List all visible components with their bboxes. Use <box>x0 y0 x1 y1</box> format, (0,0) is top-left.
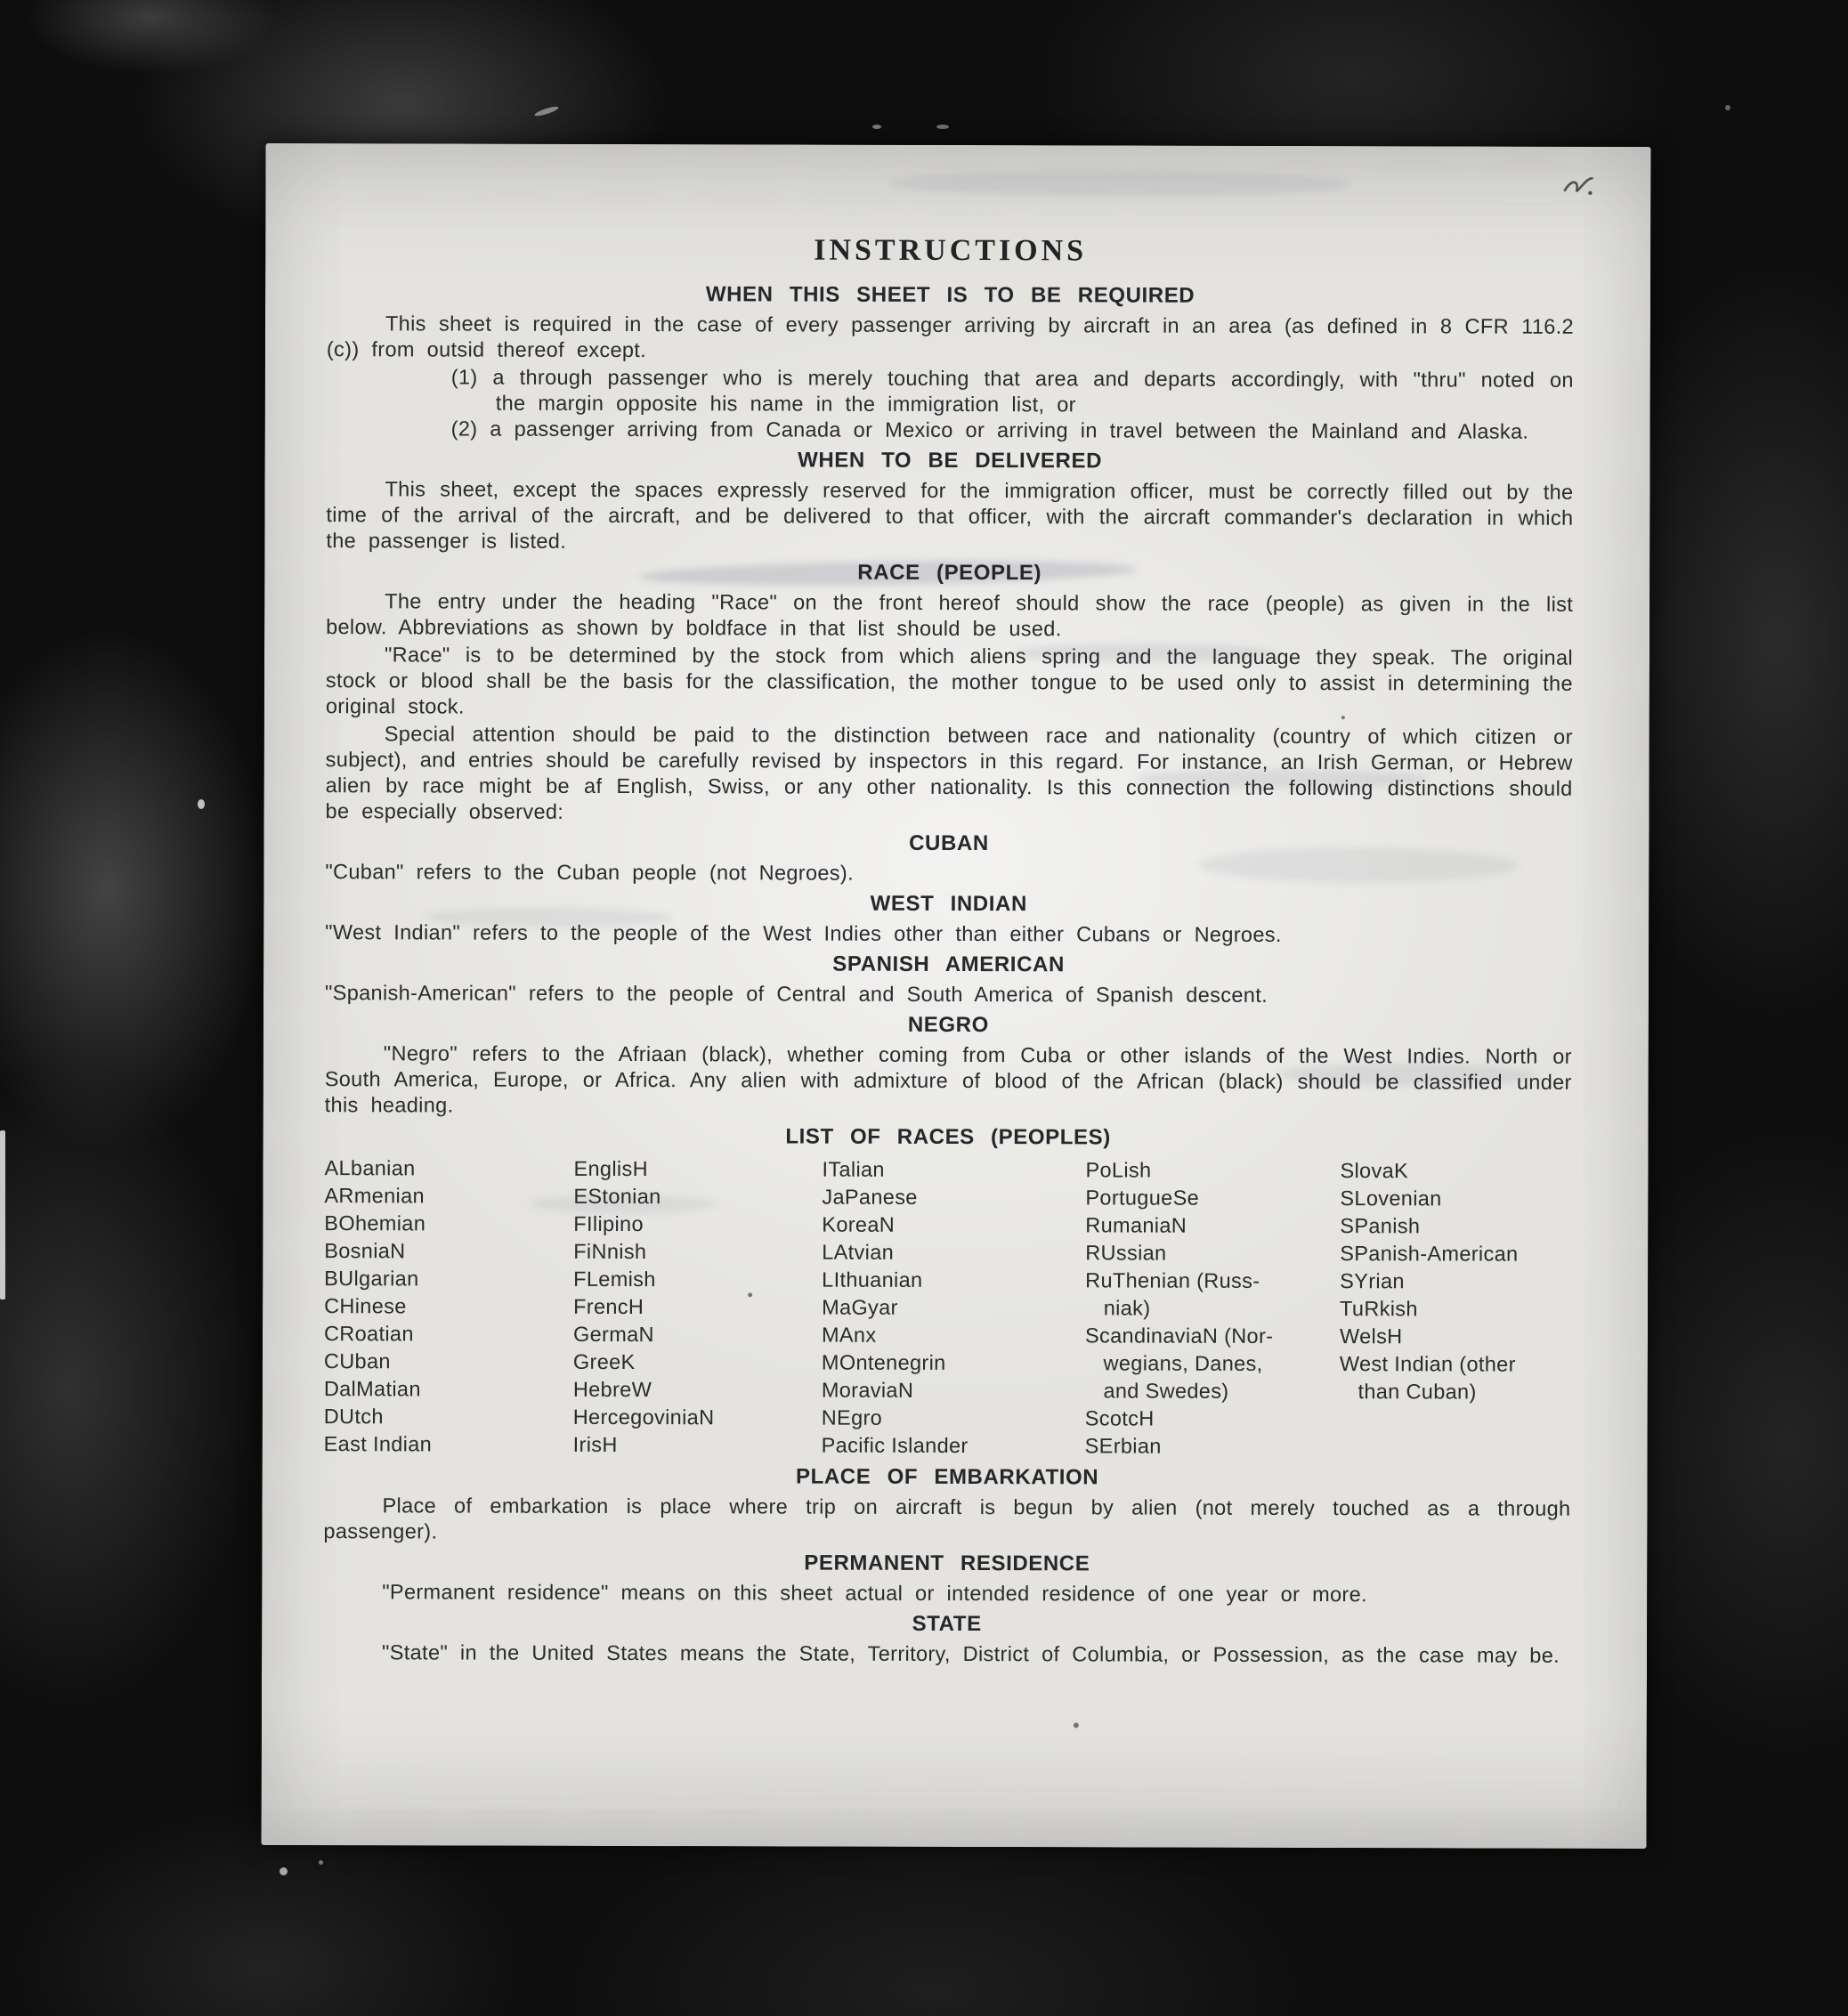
race-item: DalMatian <box>323 1377 421 1401</box>
race-item: ScotcH <box>1084 1406 1155 1430</box>
paragraph-residence: "Permanent residence" means on this sheet actual or intended residence of one year or more. <box>382 1580 1367 1607</box>
race-item: FIlipino <box>573 1211 644 1236</box>
race-item: and Swedes) <box>1084 1379 1229 1403</box>
race-item: than Cuban) <box>1339 1380 1477 1404</box>
race-item: IrisH <box>572 1432 618 1457</box>
ink-fleck <box>1074 1722 1079 1728</box>
races-table <box>324 1154 1572 1461</box>
heading-spanish-american: SPANISH AMERICAN <box>832 951 1065 977</box>
document-page <box>261 143 1650 1849</box>
race-item: EStonian <box>573 1184 661 1209</box>
race-item: SlovaK <box>1340 1159 1409 1183</box>
document-content <box>323 232 1574 1671</box>
race-item: JaPanese <box>822 1185 918 1209</box>
race-item: niak) <box>1085 1296 1151 1320</box>
heading-cuban: CUBAN <box>909 830 989 856</box>
race-item: FLemish <box>573 1267 656 1291</box>
race-column-3 <box>822 1156 1086 1461</box>
dust-speck <box>198 799 205 809</box>
paragraph-west-indian: "West Indian" refers to the people of the West Indies other than either Cubans or Negroes. <box>325 920 1282 946</box>
dust-speck <box>1725 105 1730 110</box>
race-item: CRoatian <box>323 1322 414 1346</box>
race-item: MAnx <box>821 1323 877 1347</box>
race-item: West Indian (other <box>1339 1352 1516 1376</box>
race-item: BOhemian <box>324 1211 426 1235</box>
race-item: PortugueSe <box>1085 1186 1200 1210</box>
race-item: HercegoviniaN <box>572 1405 715 1429</box>
race-item: CHinese <box>324 1294 407 1318</box>
race-item: GermaN <box>572 1322 654 1347</box>
bleed-through-mark <box>888 170 1351 198</box>
race-item: BosniaN <box>324 1239 406 1263</box>
race-item: NEgro <box>821 1405 883 1429</box>
heading-negro: NEGRO <box>907 1012 989 1038</box>
heading-state: STATE <box>912 1611 982 1637</box>
paragraph-embarkation: Place of embarkation is place where trip on aircraft is begun by alien (not merely touched as a through passenger). <box>323 1494 1571 1543</box>
pen-scribble-mark <box>1560 170 1598 200</box>
paragraph-cuban: "Cuban" refers to the Cuban people (not Negroes). <box>325 860 855 885</box>
race-item: MOntenegrin <box>821 1350 946 1374</box>
paragraph-race-2: "Race" is to be determined by the stock from which aliens spring and the language they speak. The original stock or blood shall be the basis for the classification, the mother tongue to be used only to assist in determining the original stock. <box>325 643 1574 718</box>
paragraph-spanish-american: "Spanish-American" refers to the people of Central and South America of Spanish descent. <box>324 981 1268 1007</box>
document-title: INSTRUCTIONS <box>814 233 1088 268</box>
race-item: FiNnish <box>573 1239 647 1264</box>
race-item: HebreW <box>572 1377 652 1402</box>
race-item: RuThenian (Russ- <box>1085 1268 1260 1292</box>
race-item: SYrian <box>1340 1269 1405 1293</box>
race-column-1 <box>324 1154 574 1459</box>
race-item: ARmenian <box>324 1184 425 1208</box>
race-item: MaGyar <box>822 1295 898 1319</box>
race-item: RUssian <box>1085 1241 1167 1265</box>
numbered-item-2: (2) a passenger arriving from Canada or Mexico or arriving in travel between the Mainland and Alaska. <box>450 417 1529 443</box>
paragraph-negro: "Negro" refers to the Afriaan (black), whether coming from Cuba or other islands of the West Indies. North or South America, Europe, or Africa. Any alien with admixture of blood of the African (black) should be classified under this heading. <box>324 1041 1572 1117</box>
heading-when-delivered: WHEN TO BE DELIVERED <box>798 448 1103 474</box>
race-item: ScandinaviaN (Nor- <box>1084 1324 1274 1348</box>
film-edge-glare <box>0 1130 5 1299</box>
race-item: Pacific Islander <box>821 1433 969 1458</box>
race-item: FrencH <box>573 1294 644 1319</box>
race-column-4 <box>1085 1156 1341 1461</box>
race-column-5 <box>1340 1157 1572 1461</box>
paragraph-delivered: This sheet, except the spaces expressly reserved for the immigration officer, must be correctly filled out by the time of the arrival of the aircraft, and be delivered to that officer, with the aircraft commander's declaration in which the passenger is listed. <box>326 477 1574 553</box>
race-item: East Indian <box>323 1432 433 1456</box>
dust-speck <box>936 125 949 129</box>
race-item: WelsH <box>1339 1324 1403 1348</box>
race-item: LIthuanian <box>822 1267 923 1291</box>
paragraph-race-3: Special attention should be paid to the distinction between race and nationality (country of which citizen or subject), and entries should be carefully revised by inspectors in this regard. For instance, an Irish German, or Hebrew alien by race might be af English, Swiss, or any other nationality. Is this connection the following distinctions should be especially observed: <box>325 722 1573 823</box>
race-item: MoraviaN <box>821 1378 914 1402</box>
race-item: TuRkish <box>1340 1297 1418 1321</box>
race-item: SLovenian <box>1340 1186 1442 1210</box>
race-item: wegians, Danes, <box>1084 1351 1263 1375</box>
dust-speck <box>872 125 881 129</box>
heading-place-of-embarkation: PLACE OF EMBARKATION <box>795 1464 1099 1490</box>
race-column-2 <box>573 1155 823 1460</box>
race-item: CUban <box>323 1349 391 1373</box>
race-item: SPanish-American <box>1340 1242 1519 1266</box>
race-item: EnglisH <box>573 1156 648 1181</box>
race-item: GreeK <box>572 1349 636 1374</box>
race-item: BUlgarian <box>324 1267 419 1291</box>
dust-speck <box>319 1860 323 1865</box>
paragraph-state: "State" in the United States means the State, Territory, District of Columbia, or Possession, as the case may be. <box>382 1640 1560 1667</box>
heading-permanent-residence: PERMANENT RESIDENCE <box>804 1550 1090 1576</box>
paragraph-race-1: The entry under the heading "Race" on the front hereof should show the race (people) as given in the list below. Abbreviations as shown by boldface in that list should be used. <box>326 589 1574 641</box>
paragraph-required-intro: This sheet is required in the case of every passenger arriving by aircraft in an area (as defined in 8 CFR 116.2 (c)) from outsid thereof except. <box>326 312 1575 362</box>
race-item: ALbanian <box>324 1156 416 1180</box>
race-item: DUtch <box>323 1405 384 1429</box>
heading-list-of-races: LIST OF RACES (PEOPLES) <box>785 1124 1111 1150</box>
heading-race-people: RACE (PEOPLE) <box>857 560 1042 586</box>
race-item: LAtvian <box>822 1240 895 1264</box>
heading-when-required: WHEN THIS SHEET IS TO BE REQUIRED <box>705 282 1196 308</box>
numbered-item-1: (1) a through passenger who is merely touching that area and departs accordingly, with "thru" noted on the margin opposite his name in the immigration list, or <box>450 365 1574 417</box>
race-item: SPanish <box>1340 1214 1421 1238</box>
dust-speck <box>280 1867 288 1875</box>
race-item: KoreaN <box>822 1212 896 1236</box>
race-item: PoLish <box>1085 1158 1152 1182</box>
dust-speck <box>534 105 559 117</box>
heading-west-indian: WEST INDIAN <box>870 891 1027 917</box>
race-item: ITalian <box>822 1157 885 1181</box>
race-item: SErbian <box>1084 1434 1162 1458</box>
race-item: RumaniaN <box>1085 1213 1187 1237</box>
